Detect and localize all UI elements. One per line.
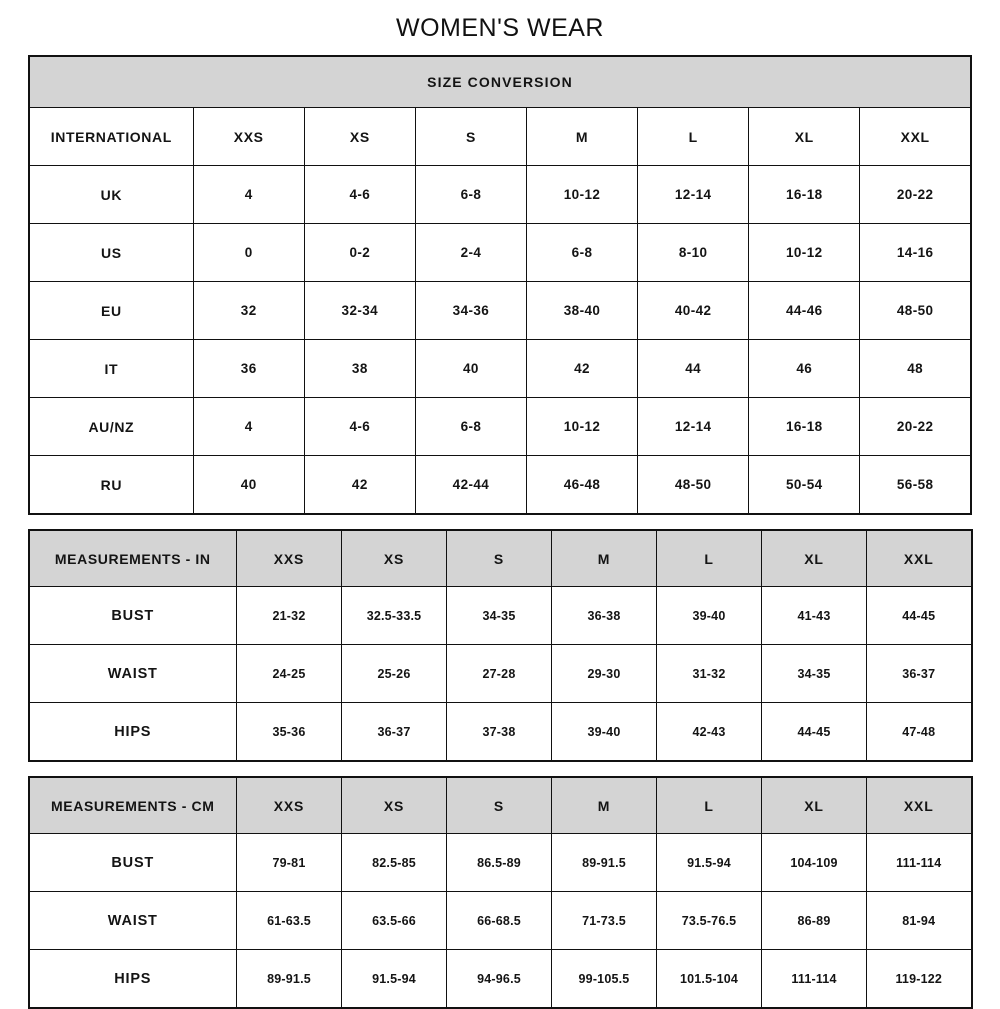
cell: 44-45	[762, 703, 867, 762]
table-row	[29, 587, 972, 645]
cell: 20-22	[860, 166, 971, 224]
cell: 104-109	[762, 834, 867, 892]
cell: 40-42	[638, 282, 749, 340]
cell: 32-34	[304, 282, 415, 340]
cell: 36	[193, 340, 304, 398]
cell: 37-38	[447, 703, 552, 762]
cell: 10-12	[526, 166, 637, 224]
cell: 73.5-76.5	[657, 892, 762, 950]
cell: 39-40	[552, 703, 657, 762]
table-row	[29, 456, 971, 515]
header-m: M	[552, 777, 657, 834]
cell: 36-37	[867, 645, 972, 703]
cell: 27-28	[447, 645, 552, 703]
cell: 81-94	[867, 892, 972, 950]
cell: 42-44	[415, 456, 526, 515]
cell: 10-12	[749, 224, 860, 282]
cell: 48	[860, 340, 971, 398]
header-m: M	[552, 530, 657, 587]
cell: 24-25	[237, 645, 342, 703]
header-xxs: XXS	[237, 530, 342, 587]
cell: 14-16	[860, 224, 971, 282]
table-row	[29, 892, 972, 950]
cell: 6-8	[526, 224, 637, 282]
cell: 91.5-94	[342, 950, 447, 1009]
header-xl: XL	[762, 530, 867, 587]
cell: 42	[304, 456, 415, 515]
page-title: WOMEN'S WEAR	[396, 14, 604, 42]
cell: 32	[193, 282, 304, 340]
cell: 40	[193, 456, 304, 515]
header-xxl: XXL	[860, 108, 971, 166]
header-s: S	[447, 777, 552, 834]
header-xxs: XXS	[193, 108, 304, 166]
cell: 31-32	[657, 645, 762, 703]
cell: 56-58	[860, 456, 971, 515]
cell: 34-35	[762, 645, 867, 703]
row-label-it: IT	[29, 340, 193, 398]
table-row	[29, 282, 971, 340]
cell: 0	[193, 224, 304, 282]
header-s: S	[447, 530, 552, 587]
header-xs: XS	[342, 530, 447, 587]
header-xxl: XXL	[867, 777, 972, 834]
cell: 4	[193, 398, 304, 456]
cell: 34-35	[447, 587, 552, 645]
header-l: L	[638, 108, 749, 166]
cell: 34-36	[415, 282, 526, 340]
header-xl: XL	[762, 777, 867, 834]
row-label-eu: EU	[29, 282, 193, 340]
cell: 94-96.5	[447, 950, 552, 1009]
cell: 8-10	[638, 224, 749, 282]
table-row	[29, 703, 972, 762]
header-l: L	[657, 777, 762, 834]
table-banner-row	[29, 56, 971, 108]
table-row	[29, 224, 971, 282]
cell: 4-6	[304, 398, 415, 456]
cell: 46-48	[526, 456, 637, 515]
cell: 20-22	[860, 398, 971, 456]
measurements-inches-table	[28, 529, 973, 762]
cell: 119-122	[867, 950, 972, 1009]
cell: 38	[304, 340, 415, 398]
table-header-row	[29, 108, 971, 166]
cell: 6-8	[415, 398, 526, 456]
header-measurements-cm: MEASUREMENTS - CM	[29, 777, 237, 834]
cell: 0-2	[304, 224, 415, 282]
cell: 50-54	[749, 456, 860, 515]
cell: 71-73.5	[552, 892, 657, 950]
row-label-uk: UK	[29, 166, 193, 224]
size-conversion-table	[28, 55, 972, 515]
header-xs: XS	[304, 108, 415, 166]
row-label-hips: HIPS	[29, 703, 237, 762]
row-label-us: US	[29, 224, 193, 282]
table-row	[29, 834, 972, 892]
cell: 46	[749, 340, 860, 398]
table-header-row	[29, 530, 972, 587]
cell: 79-81	[237, 834, 342, 892]
row-label-ru: RU	[29, 456, 193, 515]
cell: 86.5-89	[447, 834, 552, 892]
row-label-bust: BUST	[29, 834, 237, 892]
cell: 21-32	[237, 587, 342, 645]
table-row	[29, 166, 971, 224]
header-international: INTERNATIONAL	[29, 108, 193, 166]
cell: 99-105.5	[552, 950, 657, 1009]
row-label-aunz: AU/NZ	[29, 398, 193, 456]
cell: 10-12	[526, 398, 637, 456]
header-l: L	[657, 530, 762, 587]
cell: 16-18	[749, 166, 860, 224]
cell: 86-89	[762, 892, 867, 950]
cell: 36-38	[552, 587, 657, 645]
cell: 42	[526, 340, 637, 398]
cell: 16-18	[749, 398, 860, 456]
table-row	[29, 398, 971, 456]
cell: 111-114	[762, 950, 867, 1009]
table-header-row	[29, 777, 972, 834]
cell: 89-91.5	[552, 834, 657, 892]
size-conversion-banner: SIZE CONVERSION	[29, 56, 971, 108]
row-label-bust: BUST	[29, 587, 237, 645]
row-label-hips: HIPS	[29, 950, 237, 1009]
cell: 25-26	[342, 645, 447, 703]
cell: 44-46	[749, 282, 860, 340]
header-xxs: XXS	[237, 777, 342, 834]
cell: 35-36	[237, 703, 342, 762]
cell: 40	[415, 340, 526, 398]
cell: 48-50	[860, 282, 971, 340]
table-row	[29, 645, 972, 703]
cell: 42-43	[657, 703, 762, 762]
cell: 66-68.5	[447, 892, 552, 950]
measurements-cm-table	[28, 776, 973, 1009]
cell: 41-43	[762, 587, 867, 645]
cell: 61-63.5	[237, 892, 342, 950]
header-s: S	[415, 108, 526, 166]
cell: 29-30	[552, 645, 657, 703]
row-label-waist: WAIST	[29, 645, 237, 703]
cell: 2-4	[415, 224, 526, 282]
header-xs: XS	[342, 777, 447, 834]
cell: 36-37	[342, 703, 447, 762]
cell: 48-50	[638, 456, 749, 515]
header-measurements-in: MEASUREMENTS - IN	[29, 530, 237, 587]
cell: 4	[193, 166, 304, 224]
cell: 63.5-66	[342, 892, 447, 950]
cell: 82.5-85	[342, 834, 447, 892]
cell: 39-40	[657, 587, 762, 645]
header-xl: XL	[749, 108, 860, 166]
cell: 12-14	[638, 398, 749, 456]
header-m: M	[526, 108, 637, 166]
cell: 89-91.5	[237, 950, 342, 1009]
cell: 91.5-94	[657, 834, 762, 892]
cell: 32.5-33.5	[342, 587, 447, 645]
cell: 44	[638, 340, 749, 398]
cell: 12-14	[638, 166, 749, 224]
table-row	[29, 340, 971, 398]
header-xxl: XXL	[867, 530, 972, 587]
cell: 111-114	[867, 834, 972, 892]
cell: 44-45	[867, 587, 972, 645]
cell: 47-48	[867, 703, 972, 762]
table-row	[29, 950, 972, 1009]
cell: 4-6	[304, 166, 415, 224]
row-label-waist: WAIST	[29, 892, 237, 950]
cell: 101.5-104	[657, 950, 762, 1009]
cell: 38-40	[526, 282, 637, 340]
cell: 6-8	[415, 166, 526, 224]
